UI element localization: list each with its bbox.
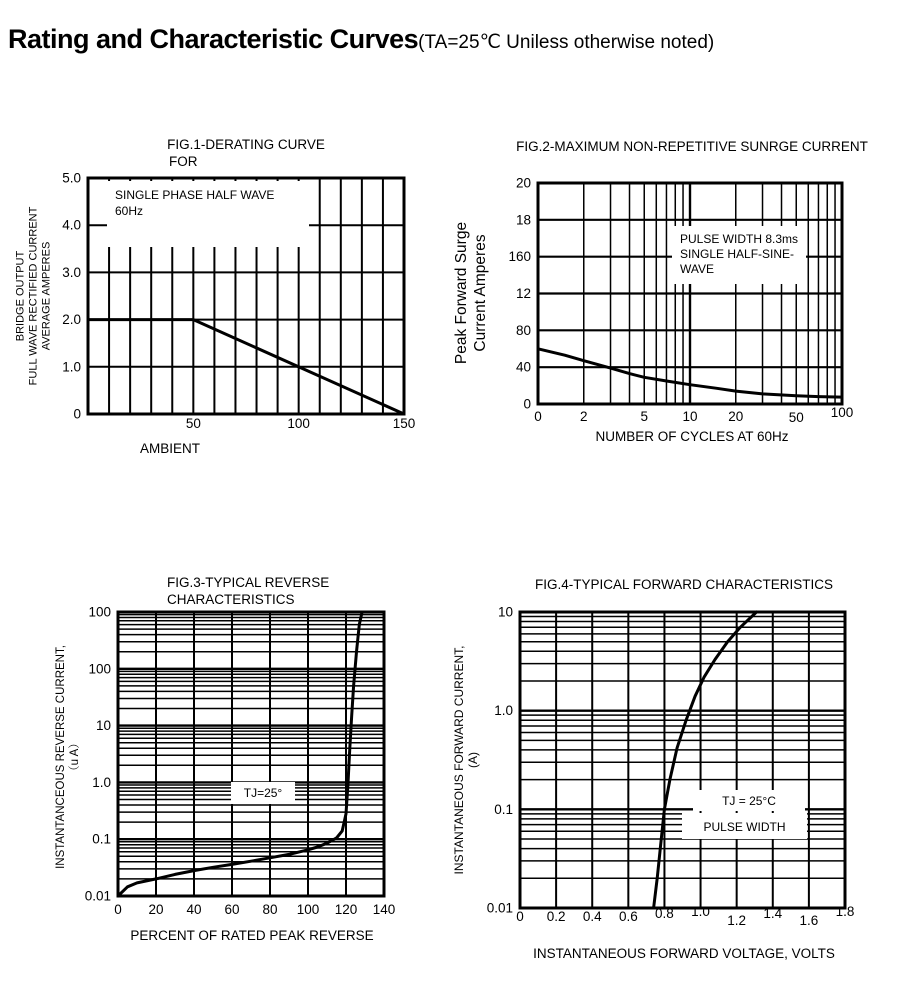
y-tick-label: 0.1: [92, 831, 111, 847]
fig3-x-axis-label: PERCENT OF RATED PEAK REVERSE: [130, 928, 374, 943]
y-tick-label: 0: [523, 396, 531, 412]
x-tick-label: 100: [287, 416, 310, 431]
page-title: [8, 24, 714, 55]
y-tick-label: 3.0: [62, 264, 81, 280]
y-tick-label: 10: [497, 604, 513, 620]
x-tick-label: 50: [185, 416, 201, 431]
annotation-text: TJ=25°: [243, 786, 283, 800]
x-tick-label: 100: [830, 405, 854, 420]
y-tick-label: 0: [73, 406, 81, 422]
x-tick-label: 0.6: [618, 909, 638, 924]
y-tick-label: 10: [95, 718, 111, 734]
y-tick-label: 0.1: [494, 801, 513, 817]
y-tick-label: 5.0: [62, 170, 81, 186]
x-tick-label: 0: [534, 409, 542, 424]
x-tick-label: 2: [579, 409, 588, 424]
fig1-plot: [46, 168, 418, 468]
y-tick-label: 100: [88, 661, 111, 677]
plot-border: [520, 612, 845, 908]
annotation-text: TJ = 25°C: [722, 794, 776, 808]
x-tick-label: 60: [224, 902, 240, 917]
x-tick-label: 0: [114, 902, 122, 917]
annotation-text: SINGLE HALF-SINE-: [680, 247, 795, 261]
y-tick-label: 12: [515, 286, 531, 301]
x-tick-label: 0.2: [546, 909, 566, 924]
fig2-plot: [496, 173, 888, 439]
fig3-plot: [76, 602, 428, 928]
y-tick-label: 100: [88, 604, 111, 620]
fig4-plot: [478, 602, 890, 932]
x-tick-label: 10: [682, 409, 698, 424]
plot-border: [118, 612, 384, 896]
fig2-y-axis-label: Peak Forward Surge Current Amperes: [453, 221, 489, 365]
x-tick-label: 120: [334, 902, 358, 917]
x-tick-label: 1.6: [799, 913, 819, 928]
y-tick-label: 40: [515, 359, 531, 375]
y-tick-label: 1.0: [92, 774, 111, 790]
x-tick-label: 20: [148, 902, 164, 917]
fig1-y-axis-label: BRIDGE OUTPUT FULL WAVE RECTIFIED CURRENT AVERAGE AMPERES: [14, 206, 53, 386]
annotation-text: WAVE: [680, 262, 715, 276]
forward-voltage-curve: [654, 612, 757, 908]
x-tick-label: 80: [262, 902, 278, 917]
annotation-text: 60Hz: [115, 204, 144, 218]
fig3-title-line2: CHARACTERISTICS: [167, 592, 295, 607]
y-tick-label: 1.0: [62, 359, 81, 375]
fig4-title: FIG.4-TYPICAL FORWARD CHARACTERISTICS: [534, 577, 834, 592]
fig4-x-axis-label: INSTANTANEOUS FORWARD VOLTAGE, VOLTS: [533, 946, 835, 961]
page-title-note: (TA=25℃ Uniless otherwise noted): [418, 32, 715, 54]
fig2-x-axis-label: NUMBER OF CYCLES AT 60Hz: [595, 429, 789, 444]
y-tick-label: 160: [508, 249, 531, 265]
x-tick-label: 1.8: [835, 904, 855, 919]
annotation-text: SINGLE PHASE HALF WAVE: [115, 188, 275, 202]
fig2-title: FIG.2-MAXIMUM NON-REPETITIVE SUNRGE CURRENT: [516, 139, 868, 154]
x-tick-label: 5: [640, 409, 649, 424]
x-tick-label: 0.8: [655, 906, 674, 921]
fig4-y-axis-label: INSTANTANEOUS FORWARD CURRENT, (A): [452, 645, 480, 875]
x-tick-label: 0: [516, 909, 524, 924]
y-tick-label: 1.0: [494, 703, 513, 719]
y-tick-label: 2.0: [62, 312, 81, 328]
fig3-title: FIG.3-TYPICAL REVERSE: [167, 575, 330, 590]
page-title-main: Rating and Characteristic Curves: [8, 24, 419, 55]
x-tick-label: 140: [372, 902, 396, 917]
y-tick-label: 4.0: [62, 217, 81, 233]
reverse-leakage-curve: [118, 612, 362, 896]
x-tick-label: 1.2: [727, 913, 747, 928]
annotation-text: PULSE WIDTH 8.3ms: [680, 232, 799, 246]
y-tick-label: 0.01: [84, 888, 111, 904]
annotation-text: PULSE WIDTH: [703, 820, 786, 834]
x-tick-label: 1.4: [763, 906, 783, 921]
y-tick-label: 18: [515, 212, 531, 228]
x-tick-label: 0.4: [582, 909, 602, 924]
fig1-title: FIG.1-DERATING CURVE: [167, 137, 325, 152]
y-tick-label: 20: [515, 175, 531, 191]
fig3-y-axis-label: INSTANTANCEOUS REVERSE CURRENT, （u A）: [55, 645, 81, 869]
x-tick-label: 100: [296, 902, 320, 917]
x-tick-label: 50: [788, 410, 804, 425]
y-tick-label: 0.01: [486, 900, 513, 916]
fig1-title-line2: FOR: [169, 154, 198, 169]
x-tick-label: 150: [392, 416, 416, 431]
x-tick-label: 20: [728, 409, 744, 424]
y-tick-label: 80: [515, 322, 531, 338]
x-tick-label: 40: [186, 902, 202, 917]
fig1-x-axis-label: AMBIENT: [140, 441, 201, 456]
x-tick-label: 1.0: [691, 904, 710, 919]
